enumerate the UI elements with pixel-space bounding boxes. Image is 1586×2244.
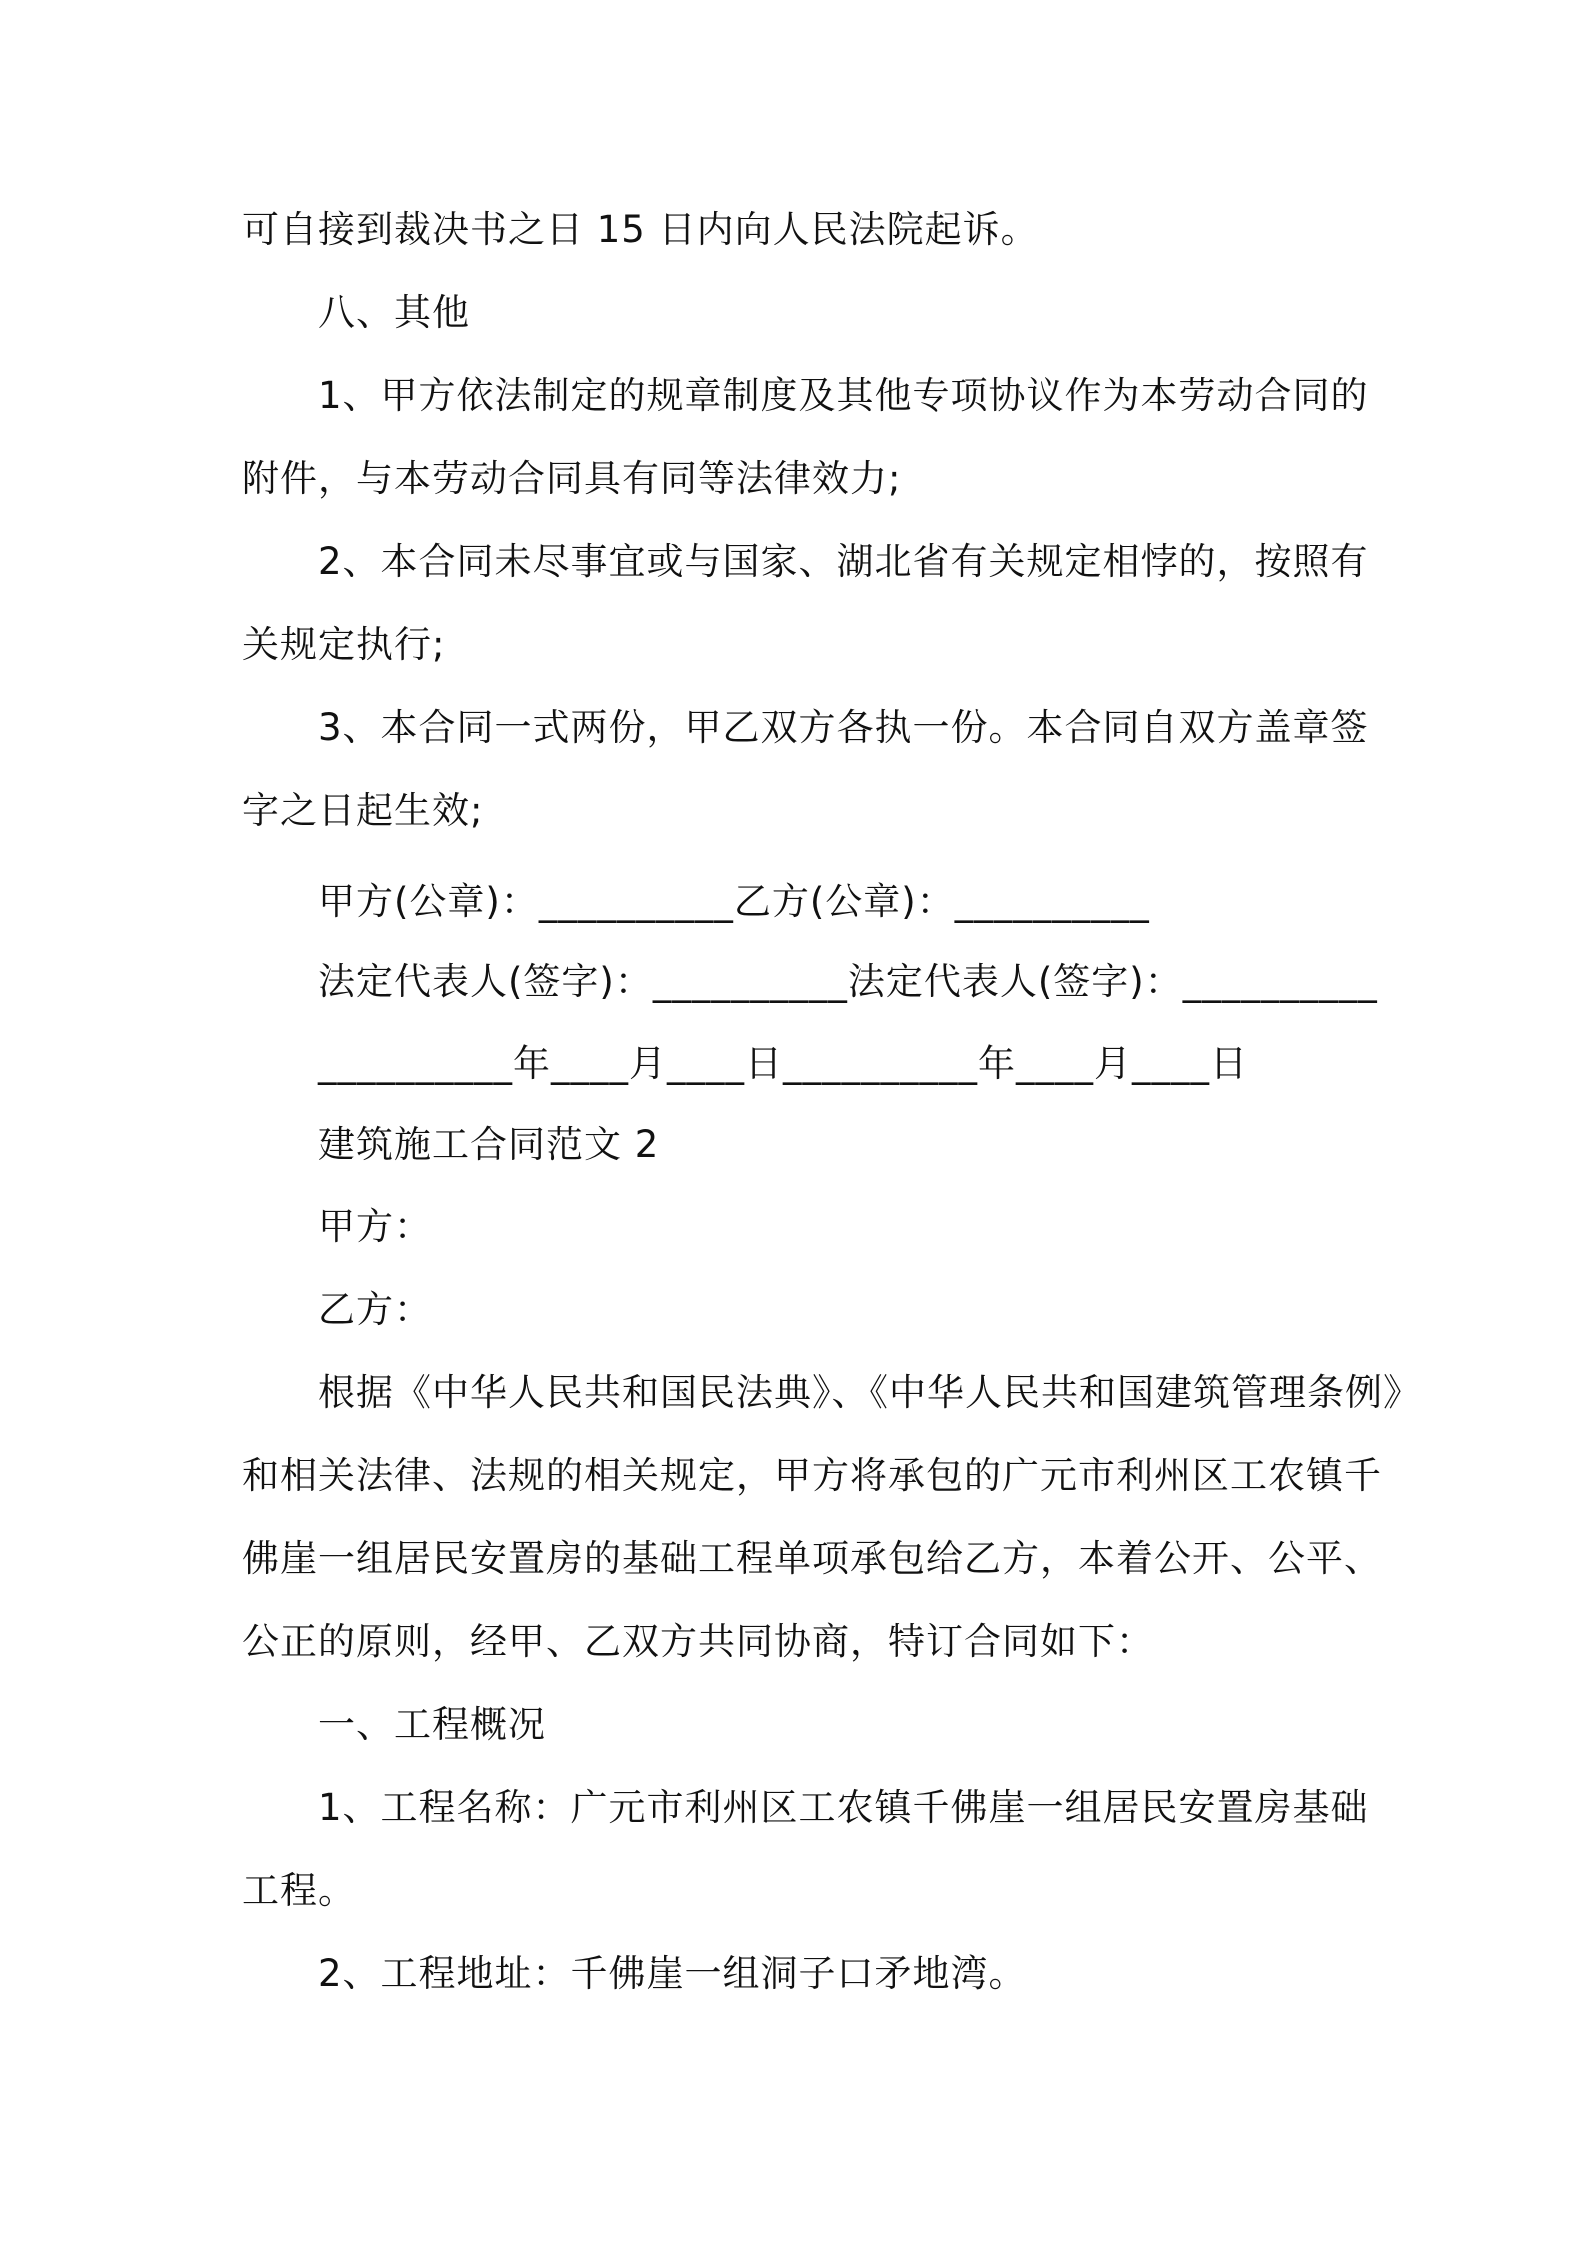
paragraph-line: 和相关法律、法规的相关规定，甲方将承包的广元市利州区工农镇千 [242,1454,1382,1497]
paragraph-line: 根据《中华人民共和国民法典》、《中华人民共和国建筑管理条例》 [318,1371,1421,1414]
paragraph-line: 2、工程地址：千佛崖一组洞子口矛地湾。 [318,1952,1027,1995]
party-a-label: 甲方： [318,1205,432,1248]
paragraph-line: 1、甲方依法制定的规章制度及其他专项协议作为本劳动合同的 [318,374,1369,417]
paragraph-line: 关规定执行; [242,623,446,666]
paragraph-line: 附件，与本劳动合同具有同等法律效力; [242,457,902,500]
paragraph-line: 2、本合同未尽事宜或与国家、湖北省有关规定相悖的，按照有 [318,540,1369,583]
signature-line: 甲方(公章)：__________乙方(公章)：__________ [318,880,1150,923]
document-title: 建筑施工合同范文 2 [318,1123,660,1166]
signature-line: 法定代表人(签字)：__________法定代表人(签字)：__________ [318,960,1378,1003]
section-heading: 一、工程概况 [318,1703,546,1746]
date-line: __________年____月____日__________年____月____日 [318,1042,1248,1085]
paragraph-line: 公正的原则，经甲、乙双方共同协商，特订合同如下： [242,1620,1154,1663]
party-b-label: 乙方： [318,1288,432,1331]
paragraph-line: 3、本合同一式两份，甲乙双方各执一份。本合同自双方盖章签 [318,706,1369,749]
section-heading: 八、其他 [318,291,470,334]
paragraph-line: 工程。 [242,1869,356,1912]
paragraph-line: 可自接到裁决书之日 15 日内向人民法院起诉。 [242,208,1039,251]
paragraph-line: 1、工程名称：广元市利州区工农镇千佛崖一组居民安置房基础 [318,1786,1369,1829]
paragraph-line: 字之日起生效; [242,789,484,832]
paragraph-line: 佛崖一组居民安置房的基础工程单项承包给乙方，本着公开、公平、 [242,1537,1382,1580]
